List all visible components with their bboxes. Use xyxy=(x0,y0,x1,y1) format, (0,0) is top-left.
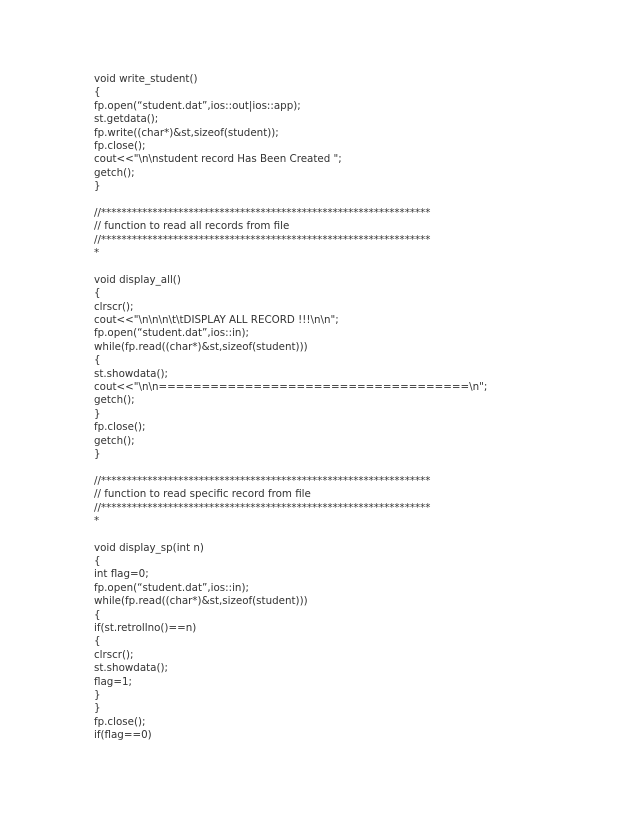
code-line: fp.write((char*)&st,sizeof(student)); xyxy=(94,126,279,139)
code-line: fp.open(“student.dat”,ios::out|ios::app); xyxy=(94,99,301,112)
code-line: fp.open(“student.dat”,ios::in); xyxy=(94,327,249,340)
code-line: } xyxy=(94,702,101,715)
code-line: void display_all() xyxy=(94,273,181,286)
comment-line: //**************************************************************** xyxy=(94,474,431,487)
code-line: void write_student() xyxy=(94,73,198,85)
code-line: flag=1; xyxy=(94,675,132,688)
code-line: void display_sp(int n) xyxy=(94,541,204,554)
code-line: st.showdata(); xyxy=(94,662,168,675)
code-line: } xyxy=(94,180,101,193)
code-line: fp.open(“student.dat”,ios::in); xyxy=(94,581,249,594)
blank-line xyxy=(94,461,614,474)
code-line: st.getdata(); xyxy=(94,113,159,126)
blank-line xyxy=(94,528,614,541)
code-line: } xyxy=(94,688,101,701)
code-line: } xyxy=(94,407,101,420)
code-line: { xyxy=(94,555,101,568)
code-line: getch(); xyxy=(94,434,135,447)
code-line: while(fp.read((char*)&st,sizeof(student))) xyxy=(94,595,308,608)
blank-line xyxy=(94,194,614,207)
comment-line: // function to read specific record from file xyxy=(94,488,311,501)
code-line: getch(); xyxy=(94,166,135,179)
blank-line xyxy=(94,260,614,273)
code-line: int flag=0; xyxy=(94,568,149,581)
comment-line: //**************************************************************** xyxy=(94,206,431,219)
code-line: cout<<"\n\nstudent record Has Been Created "; xyxy=(94,153,342,166)
code-line: clrscr(); xyxy=(94,648,134,661)
code-line: } xyxy=(94,447,101,460)
code-line: st.showdata(); xyxy=(94,367,168,380)
code-line: { xyxy=(94,608,101,621)
code-line: { xyxy=(94,287,101,300)
code-line: getch(); xyxy=(94,394,135,407)
code-line: while(fp.read((char*)&st,sizeof(student))) xyxy=(94,340,308,353)
code-line: cout<<"\n\n\n\t\tDISPLAY ALL RECORD !!!\n\n"; xyxy=(94,314,339,327)
code-line: { xyxy=(94,86,101,99)
code-line: cout<<"\n\n====================================\n"; xyxy=(94,380,488,393)
code-line: { xyxy=(94,635,101,648)
code-line: if(flag==0) xyxy=(94,729,152,742)
code-listing xyxy=(94,73,614,743)
code-line: { xyxy=(94,354,101,367)
code-line: fp.close(); xyxy=(94,139,146,152)
code-line: clrscr(); xyxy=(94,300,134,313)
code-line: fp.close(); xyxy=(94,421,146,434)
code-line: if(st.retrollno()==n) xyxy=(94,622,197,635)
comment-line: * xyxy=(94,247,100,260)
comment-line: //**************************************************************** xyxy=(94,501,431,514)
comment-line: //**************************************************************** xyxy=(94,233,431,246)
code-line: fp.close(); xyxy=(94,715,146,728)
comment-line: // function to read all records from file xyxy=(94,220,290,233)
comment-line: * xyxy=(94,514,100,527)
